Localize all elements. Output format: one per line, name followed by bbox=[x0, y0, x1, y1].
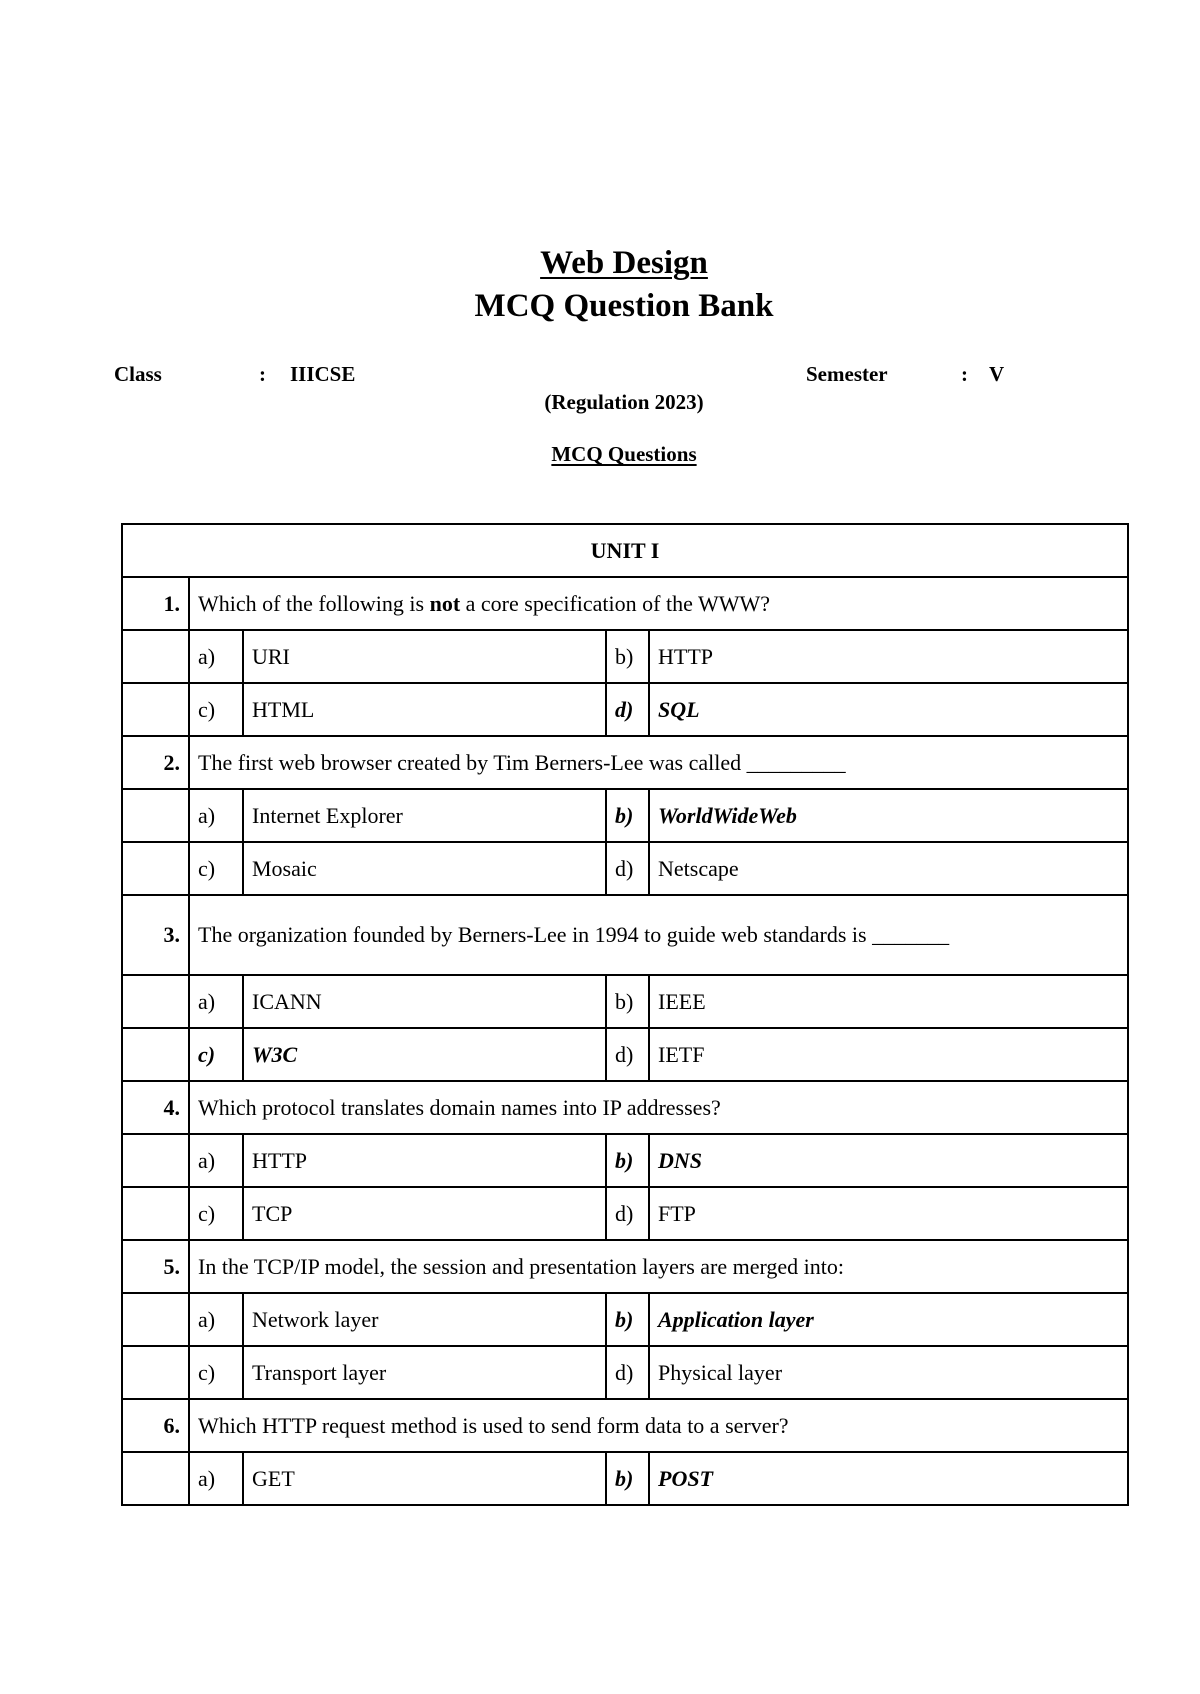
option-label: d) bbox=[606, 1346, 649, 1399]
blank-cell bbox=[122, 1134, 189, 1187]
blank-cell bbox=[122, 842, 189, 895]
option-label: d) bbox=[606, 842, 649, 895]
option-label: a) bbox=[189, 630, 243, 683]
question-row bbox=[122, 577, 1128, 630]
options-row bbox=[122, 1028, 1128, 1081]
question-number: 5. bbox=[122, 1240, 189, 1293]
option-label: c) bbox=[189, 1187, 243, 1240]
class-separator: : bbox=[259, 362, 266, 386]
correct-option-label: c) bbox=[189, 1028, 243, 1081]
question-number: 3. bbox=[122, 895, 189, 975]
option-text: URI bbox=[243, 630, 606, 683]
question-row bbox=[122, 895, 1128, 975]
option-text: HTTP bbox=[243, 1134, 606, 1187]
option-text: Transport layer bbox=[243, 1346, 606, 1399]
correct-option-label: b) bbox=[606, 1452, 649, 1505]
subject-title: Web Design bbox=[540, 245, 708, 281]
question-row bbox=[122, 1240, 1128, 1293]
question-keyword: not bbox=[429, 590, 461, 616]
question-text-end: a core specification of the WWW? bbox=[460, 590, 771, 616]
options-row bbox=[122, 1293, 1128, 1346]
blank-cell bbox=[122, 789, 189, 842]
question-row bbox=[122, 1399, 1128, 1452]
semester-separator: : bbox=[961, 362, 968, 386]
blank-cell bbox=[122, 630, 189, 683]
option-text: GET bbox=[243, 1452, 606, 1505]
option-text: Mosaic bbox=[243, 842, 606, 895]
option-text: Internet Explorer bbox=[243, 789, 606, 842]
options-row bbox=[122, 789, 1128, 842]
option-label: a) bbox=[189, 789, 243, 842]
option-text: IETF bbox=[649, 1028, 1128, 1081]
correct-option-text: SQL bbox=[649, 683, 1128, 736]
correct-option-label: d) bbox=[606, 683, 649, 736]
question-number: 6. bbox=[122, 1399, 189, 1452]
blank-cell bbox=[122, 683, 189, 736]
class-value: IIICSE bbox=[290, 362, 356, 386]
options-row bbox=[122, 630, 1128, 683]
section-heading: MCQ Questions bbox=[551, 442, 697, 466]
correct-option-text: DNS bbox=[649, 1134, 1128, 1187]
option-label: a) bbox=[189, 1452, 243, 1505]
question-text: The first web browser created by Tim Berners-Lee was called _________ bbox=[189, 736, 1128, 789]
options-row bbox=[122, 1452, 1128, 1505]
option-text: ICANN bbox=[243, 975, 606, 1028]
question-text: The organization founded by Berners-Lee in 1994 to guide web standards is _______ bbox=[189, 895, 1128, 975]
question-text: Which protocol translates domain names into IP addresses? bbox=[189, 1081, 1128, 1134]
question-row bbox=[122, 736, 1128, 789]
question-number: 1. bbox=[122, 577, 189, 630]
options-row bbox=[122, 683, 1128, 736]
unit-row bbox=[122, 524, 1128, 577]
blank-cell bbox=[122, 1452, 189, 1505]
option-text: FTP bbox=[649, 1187, 1128, 1240]
blank-cell bbox=[122, 1187, 189, 1240]
correct-option-text: W3C bbox=[243, 1028, 606, 1081]
question-text bbox=[189, 577, 1128, 630]
question-number: 4. bbox=[122, 1081, 189, 1134]
options-row bbox=[122, 975, 1128, 1028]
question-number: 2. bbox=[122, 736, 189, 789]
option-label: c) bbox=[189, 683, 243, 736]
option-text: HTML bbox=[243, 683, 606, 736]
unit-heading: UNIT I bbox=[122, 524, 1128, 577]
semester-value: V bbox=[989, 362, 1005, 386]
correct-option-text: WorldWideWeb bbox=[649, 789, 1128, 842]
correct-option-label: b) bbox=[606, 789, 649, 842]
option-label: d) bbox=[606, 1187, 649, 1240]
correct-option-text: Application layer bbox=[649, 1293, 1128, 1346]
option-label: b) bbox=[606, 630, 649, 683]
document-title: MCQ Question Bank bbox=[474, 288, 774, 324]
question-text: In the TCP/IP model, the session and presentation layers are merged into: bbox=[189, 1240, 1128, 1293]
option-label: d) bbox=[606, 1028, 649, 1081]
blank-cell bbox=[122, 1346, 189, 1399]
option-label: b) bbox=[606, 975, 649, 1028]
options-row bbox=[122, 1134, 1128, 1187]
option-label: a) bbox=[189, 1134, 243, 1187]
question-row bbox=[122, 1081, 1128, 1134]
options-row bbox=[122, 1187, 1128, 1240]
option-text: Physical layer bbox=[649, 1346, 1128, 1399]
option-text: Netscape bbox=[649, 842, 1128, 895]
option-label: c) bbox=[189, 842, 243, 895]
blank-cell bbox=[122, 1293, 189, 1346]
option-text: Network layer bbox=[243, 1293, 606, 1346]
mcq-table bbox=[121, 523, 1129, 1506]
correct-option-text: POST bbox=[649, 1452, 1128, 1505]
regulation: (Regulation 2023) bbox=[544, 390, 704, 414]
question-text: Which HTTP request method is used to send form data to a server? bbox=[189, 1399, 1128, 1452]
options-row bbox=[122, 842, 1128, 895]
blank-cell bbox=[122, 1028, 189, 1081]
option-text: TCP bbox=[243, 1187, 606, 1240]
option-label: a) bbox=[189, 1293, 243, 1346]
class-label: Class bbox=[114, 362, 162, 386]
option-label: c) bbox=[189, 1346, 243, 1399]
blank-cell bbox=[122, 975, 189, 1028]
question-text-start: Which of the following is bbox=[198, 590, 430, 616]
option-text: IEEE bbox=[649, 975, 1128, 1028]
semester-label: Semester bbox=[806, 362, 888, 386]
correct-option-label: b) bbox=[606, 1293, 649, 1346]
option-label: a) bbox=[189, 975, 243, 1028]
correct-option-label: b) bbox=[606, 1134, 649, 1187]
option-text: HTTP bbox=[649, 630, 1128, 683]
options-row bbox=[122, 1346, 1128, 1399]
